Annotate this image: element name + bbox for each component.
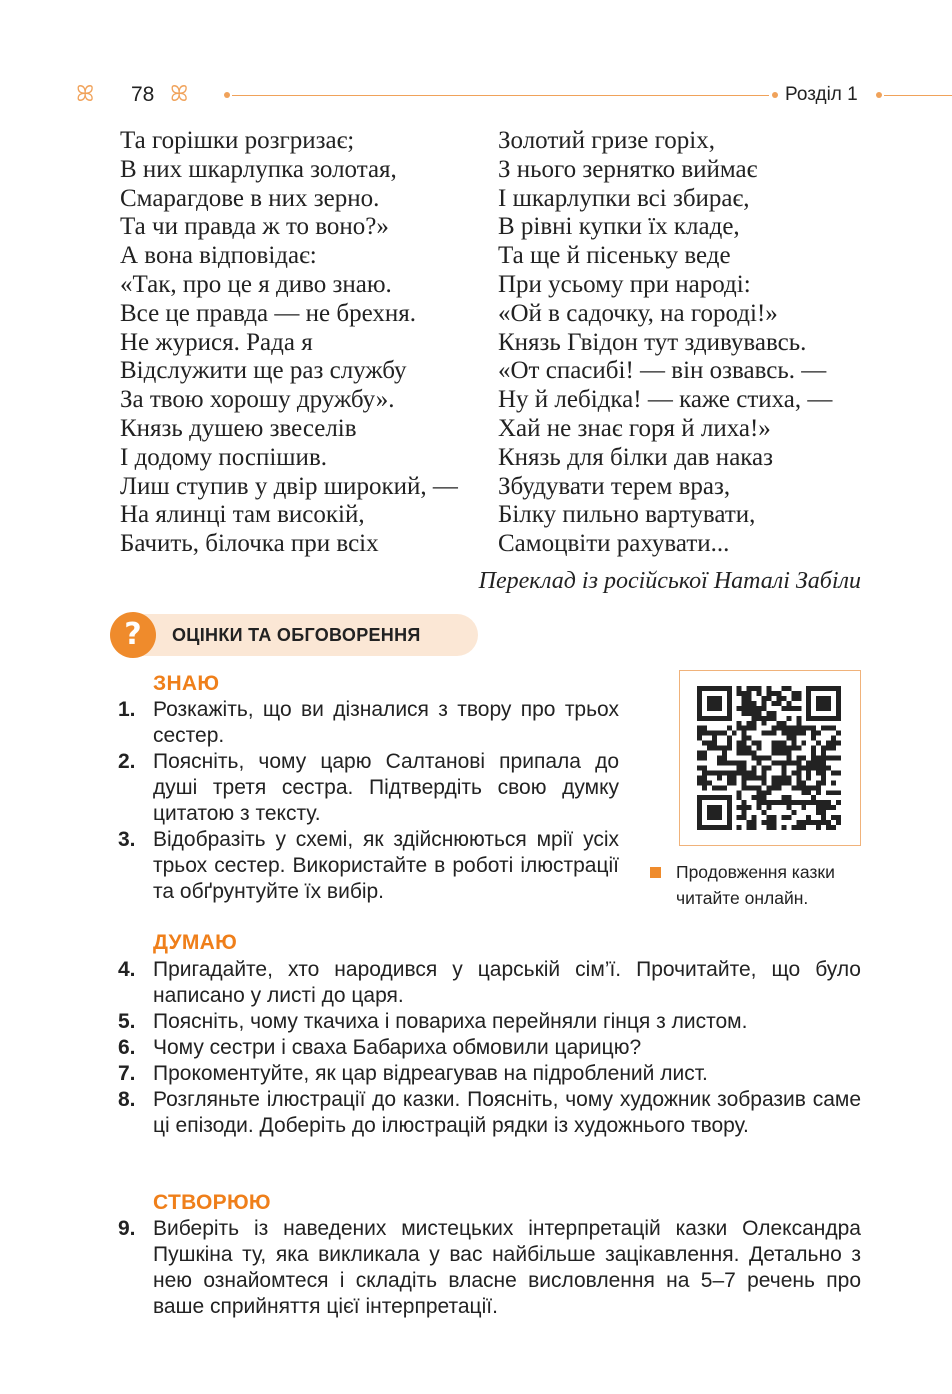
poem-line: В рівні купки їх кладе, [498,213,740,241]
question-text: Поясніть, чому царю Салтанові припала до душі третя сестра. Підтвердіть свою думку цитатою з тексту. [153,750,619,825]
question-item [118,749,619,827]
poem-line: «От спасибі! — він озвавсь. — [498,357,827,385]
poem-line: Збудувати терем враз, [498,472,731,500]
poem-line: «Так, про це я диво знаю. [120,270,392,298]
question-item [118,1087,861,1139]
group-heading-know: ЗНАЮ [153,672,220,695]
question-number: 2. [118,750,136,773]
poem-line: Лиш ступив у двір широкий, — [120,472,458,500]
question-number: 8. [118,1088,136,1111]
header-rule [232,95,769,96]
question-item [118,1009,861,1035]
section-banner [110,612,478,658]
question-text: Чому сестри і сваха Бабариха обмовили царицю? [153,1036,642,1059]
translation-credit: Переклад із російської Наталі Забіли [478,568,861,594]
question-number: 9. [118,1217,136,1240]
question-item [118,697,619,749]
section-name: Розділ 1 [785,84,858,105]
poem-line: Та ще й пісеньку веде [498,242,731,270]
question-text: Виберіть із наведених мистецьких інтерпретацій казки Олександра Пушкіна ту, яка викликала у вас найбільше зацікавлення. Детально з нею ознайомтеся і складіть власне висловлення на 5–7 речень про ваше сприйняття цієї інтерпретації. [153,1217,861,1318]
poem-line: При усьому при народі: [498,270,751,298]
poem-line: Білку пильно вартувати, [498,501,756,529]
qr-caption [676,859,835,911]
poem-line: На ялинці там високій, [120,501,365,529]
banner-title: ОЦІНКИ ТА ОБГОВОРЕННЯ [172,625,421,645]
question-item [118,827,619,905]
poem-line: З нього зернятко виймає [498,155,758,183]
poem-line: А вона відповідає: [120,242,317,270]
question-item [118,1216,861,1320]
question-text: Пригадайте, хто народився у царській сім’ї. Прочитайте, що було написано у листі до царя. [153,958,861,1007]
question-icon: ? [110,612,156,658]
caption-bullet [650,867,661,878]
question-text: Прокоментуйте, як цар відреагував на підроблений лист. [153,1062,708,1085]
poem-left-column [120,127,458,559]
question-number: 6. [118,1036,136,1059]
poem-line: Золотий гризе горіх, [498,127,715,154]
ornament-left-icon: ꕤ [76,82,93,107]
question-number: 4. [118,958,136,981]
qr-code-icon[interactable] [695,686,843,830]
question-item [118,1061,861,1087]
poem-line: Та горішки розгризає; [120,127,355,154]
poem-line: Смарагдове в них зерно. [120,184,380,212]
question-text: Розкажіть, що ви дізналися з твору про трьох сестер. [153,698,619,747]
header-rule-right [884,95,952,96]
question-text: Поясніть, чому ткачиха і повариха перейняли гінця з листом. [153,1010,748,1033]
poem-line: За твою хорошу дружбу». [120,386,395,414]
rule-dot [876,92,882,98]
question-text: Відобразіть у схемі, як здійснюються мрії усіх трьох сестер. Використайте в роботі ілюстрації та обґрунтуйте їх вибір. [153,828,619,903]
poem-line: Князь для білки дав наказ [498,443,774,471]
rule-dot [224,92,230,98]
poem-line: Князь Гвідон тут здивувавсь. [498,328,807,356]
rule-dot [772,92,778,98]
poem-line: Князь душею звеселів [120,414,357,442]
poem-line: Та чи правда ж то воно?» [120,213,389,241]
question-number: 5. [118,1010,136,1033]
poem-line: Все це правда — не брехня. [120,299,416,327]
poem-line: Відслужити ще раз службу [120,357,407,385]
ornament-right-icon: ꕤ [170,82,187,107]
question-item [118,957,861,1009]
group-heading-think: ДУМАЮ [153,931,238,954]
poem-line: Самоцвіти рахувати... [498,530,730,558]
poem-line: Ну й лебідка! — каже стиха, — [498,386,833,414]
poem-line: В них шкарлупка золотая, [120,155,397,183]
question-item [118,1035,861,1061]
poem-line: Хай не знає горя й лиха!» [498,414,771,442]
poem-line: І шкарлупки всі збирає, [498,184,750,212]
poem-line: «Ой в садочку, на городі!» [498,299,778,327]
question-number: 1. [118,698,136,721]
page-number: 78 [131,83,155,106]
poem-line: І додому поспішив. [120,443,327,471]
qr-caption-line: Продовження казки [676,862,835,882]
poem-right-column [498,127,832,559]
poem-line: Не журися. Рада я [120,328,313,356]
group-heading-create: СТВОРЮЮ [153,1191,271,1214]
question-number: 7. [118,1062,136,1085]
question-text: Розгляньте ілюстрації до казки. Поясніть, чому художник зобразив саме ці епізоди. Доберіть до ілюстрацій рядки із художнього твору. [153,1088,861,1137]
question-number: 3. [118,828,136,851]
poem-line: Бачить, білочка при всіх [120,530,379,558]
page-header [0,78,952,114]
qr-caption-line: читайте онлайн. [676,888,809,908]
